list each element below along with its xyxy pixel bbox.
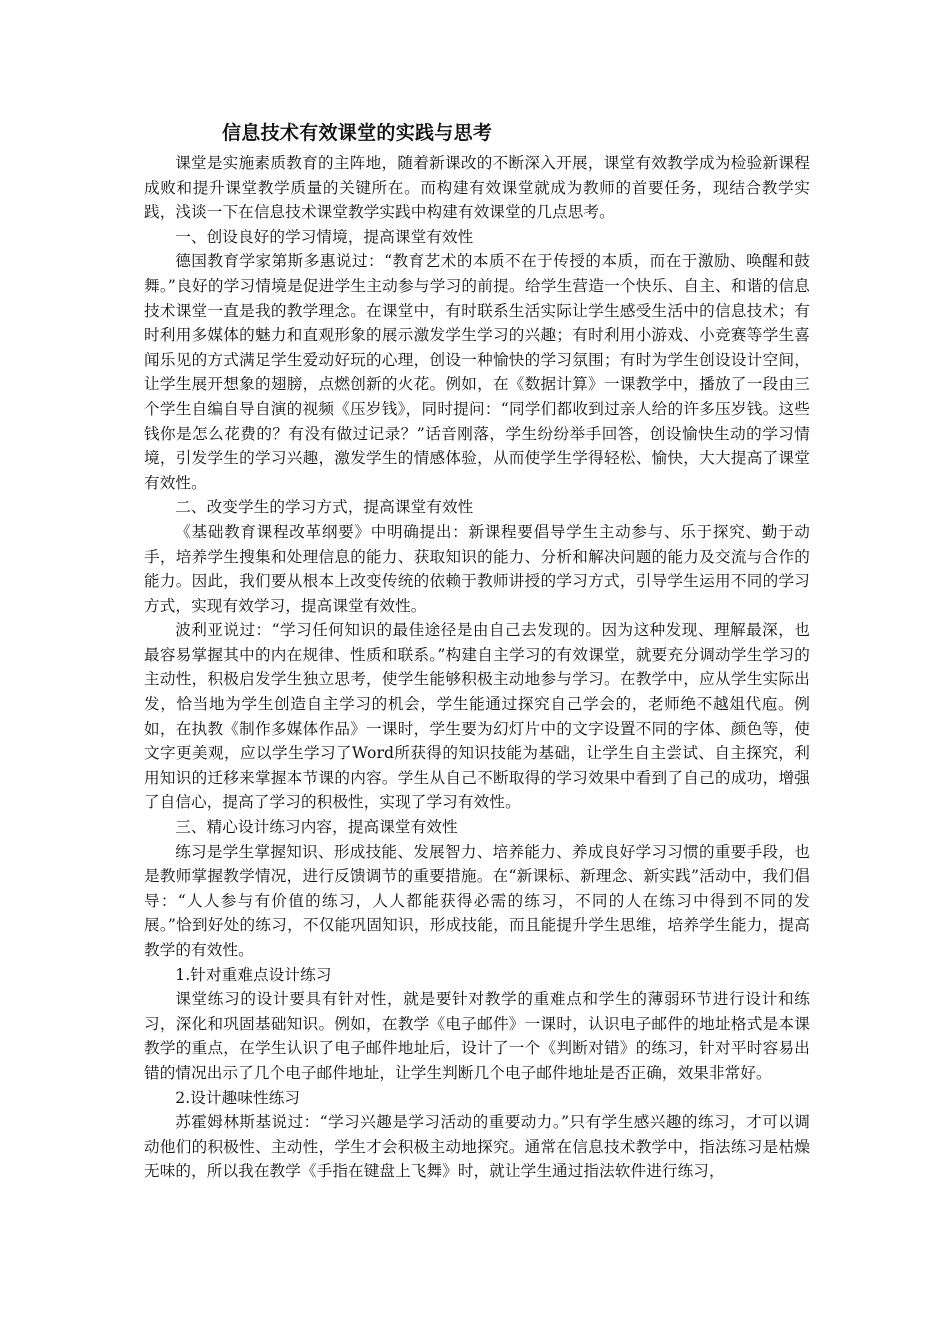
section-3-paragraph: 练习是学生掌握知识、形成技能、发展智力、培养能力、养成良好学习习惯的重要手段，也是教师掌握教学情况，进行反馈调节的重要措施。在“新课标、新理念、新实践”活动中，我们倡导：“人人参与有价值的练习，人人都能获得必需的练习，不同的人在练习中得到不同的发展。”恰到好处的练习，不仅能巩固知识，形成技能，而且能提升学生思维，培养学生能力，提高教学的有效性。 — [144, 842, 810, 959]
section-heading-1: 一、创设良好的学习情境，提高课堂有效性 — [175, 227, 474, 246]
subheading-1: 1.针对重难点设计练习 — [175, 965, 332, 984]
subsection-2-paragraph: 苏霍姆林斯基说过：“学习兴趣是学习活动的重要动力。”只有学生感兴趣的练习，才可以调动他们的积极性、主动性，学生才会积极主动地探究。通常在信息技术教学中，指法练习是枯燥无味的，所以我在教学《手指在键盘上飞舞》时，就让学生通过指法软件进行练习， — [144, 1113, 810, 1181]
section-1-paragraph: 德国教育学家第斯多惠说过：“教育艺术的本质不在于传授的本质，而在于激励、唤醒和鼓舞。”良好的学习情境是促进学生主动参与学习的前提。给学生营造一个快乐、自主、和谐的信息技术课堂一直是我的教学理念。在课堂中，有时联系生活实际让学生感受生活中的信息技术；有时利用多媒体的魅力和直观形象的展示激发学生学习的兴趣；有时利用小游戏、小竞赛等学生喜闻乐见的方式满足学生爱动好玩的心理，创设一种愉快的学习氛围；有时为学生创设设计空间，让学生展开想象的翅膀，点燃创新的火花。例如，在《数据计算》一课教学中，播放了一段由三个学生自编自导自演的视频《压岁钱》，同时提问：“同学们都收到过亲人给的许多压岁钱。这些钱你是怎么花费的？有没有做过记录？”话音刚落，学生纷纷举手回答，创设愉快生动的学习情境，引发学生的学习兴趣，激发学生的情感体验，从而使学生学得轻松、愉快，大大提高了课堂有效性。 — [144, 252, 810, 492]
section-2-paragraph-2: 波利亚说过：“学习任何知识的最佳途径是由自己去发现的。因为这种发现、理解最深，也最容易掌握其中的内在规律、性质和联系。”构建自主学习的有效课堂，就要充分调动学生学习的主动性，积极启发学生独立思考，使学生能够积极主动地参与学习。在教学中，应从学生实际出发，恰当地为学生创造自主学习的机会，学生能通过探究自己学会的，老师绝不越俎代庖。例如，在执教《制作多媒体作品》一课时，学生要为幻灯片中的文字设置不同的字体、颜色等，使文字更美观，应以学生学习了Word所获得的知识技能为基础，让学生自主尝试、自主探究，利用知识的迁移来掌握本节课的内容。学生从自己不断取得的学习效果中看到了自己的成功，增强了自信心，提高了学习的积极性，实现了学习有效性。 — [144, 621, 810, 812]
subheading-2: 2.设计趣味性练习 — [175, 1088, 301, 1107]
section-heading-2: 二、改变学生的学习方式，提高课堂有效性 — [175, 498, 474, 517]
document-page — [144, 118, 810, 1184]
section-heading-3: 三、精心设计练习内容，提高课堂有效性 — [175, 818, 458, 837]
subsection-1-paragraph: 课堂练习的设计要具有针对性，就是要针对教学的重难点和学生的薄弱环节进行设计和练习，深化和巩固基础知识。例如，在教学《电子邮件》一课时，认识电子邮件的地址格式是本课教学的重点，在学生认识了电子邮件地址后，设计了一个《判断对错》的练习，针对平时容易出错的情况出示了几个电子邮件地址，让学生判断几个电子邮件地址是否正确，效果非常好。 — [144, 990, 810, 1082]
section-2-paragraph-1: 《基础教育课程改革纲要》中明确提出：新课程要倡导学生主动参与、乐于探究、勤于动手，培养学生搜集和处理信息的能力、获取知识的能力、分析和解决问题的能力及交流与合作的能力。因此，我们要从根本上改变传统的依赖于教师讲授的学习方式，引导学生运用不同的学习方式，实现有效学习，提高课堂有效性。 — [144, 522, 810, 615]
document-title: 信息技术有效课堂的实践与思考 — [222, 122, 493, 144]
intro-paragraph: 课堂是实施素质教育的主阵地，随着新课改的不断深入开展，课堂有效教学成为检验新课程成败和提升课堂教学质量的关键所在。而构建有效课堂就成为教师的首要任务，现结合教学实践，浅谈一下在信息技术课堂教学实践中构建有效课堂的几点思考。 — [144, 154, 810, 222]
